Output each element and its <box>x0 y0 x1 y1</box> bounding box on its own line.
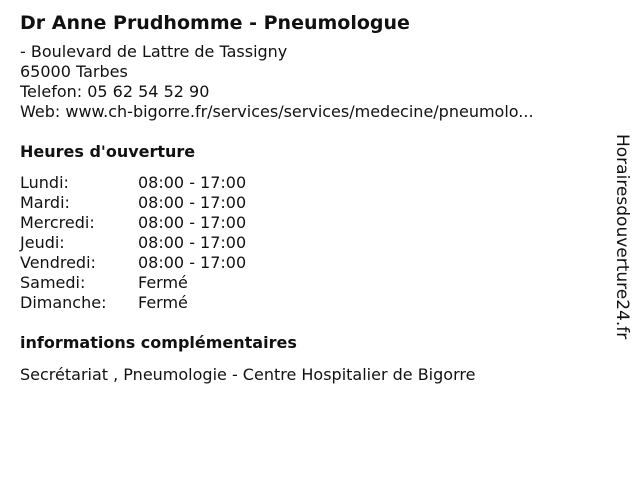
additional-info-text: Secrétariat , Pneumologie - Centre Hospitalier de Bigorre <box>20 365 476 384</box>
time-range: 08:00 - 17:00 <box>138 213 247 232</box>
time-range: 08:00 - 17:00 <box>138 253 247 272</box>
day-label: Samedi: <box>20 273 86 292</box>
time-range: 08:00 - 17:00 <box>138 173 247 192</box>
day-label: Mardi: <box>20 193 70 212</box>
hours-row-tuesday <box>20 193 600 213</box>
opening-hours-table <box>20 173 600 313</box>
address-block <box>20 42 600 122</box>
phone-number[interactable]: Telefon: 05 62 54 52 90 <box>20 82 210 101</box>
website-link[interactable]: Web: www.ch-bigorre.fr/services/services/medecine/pneumolo... <box>20 102 534 121</box>
hours-row-monday <box>20 173 600 193</box>
time-range: Fermé <box>138 293 188 312</box>
time-range: 08:00 - 17:00 <box>138 193 247 212</box>
site-watermark: Horairesdouverture24.fr <box>612 134 632 340</box>
city: 65000 Tarbes <box>20 62 128 81</box>
day-label: Lundi: <box>20 173 69 192</box>
street-address: - Boulevard de Lattre de Tassigny <box>20 42 288 61</box>
business-card <box>20 10 600 385</box>
additional-info-heading: informations complémentaires <box>20 333 297 352</box>
hours-row-sunday <box>20 293 600 313</box>
day-label: Dimanche: <box>20 293 107 312</box>
hours-row-thursday <box>20 233 600 253</box>
hours-row-wednesday <box>20 213 600 233</box>
hours-row-friday <box>20 253 600 273</box>
hours-row-saturday <box>20 273 600 293</box>
day-label: Jeudi: <box>20 233 65 252</box>
time-range: Fermé <box>138 273 188 292</box>
day-label: Vendredi: <box>20 253 96 272</box>
opening-hours-heading: Heures d'ouverture <box>20 142 196 161</box>
page-title: Dr Anne Prudhomme - Pneumologue <box>20 12 410 34</box>
day-label: Mercredi: <box>20 213 95 232</box>
time-range: 08:00 - 17:00 <box>138 233 247 252</box>
